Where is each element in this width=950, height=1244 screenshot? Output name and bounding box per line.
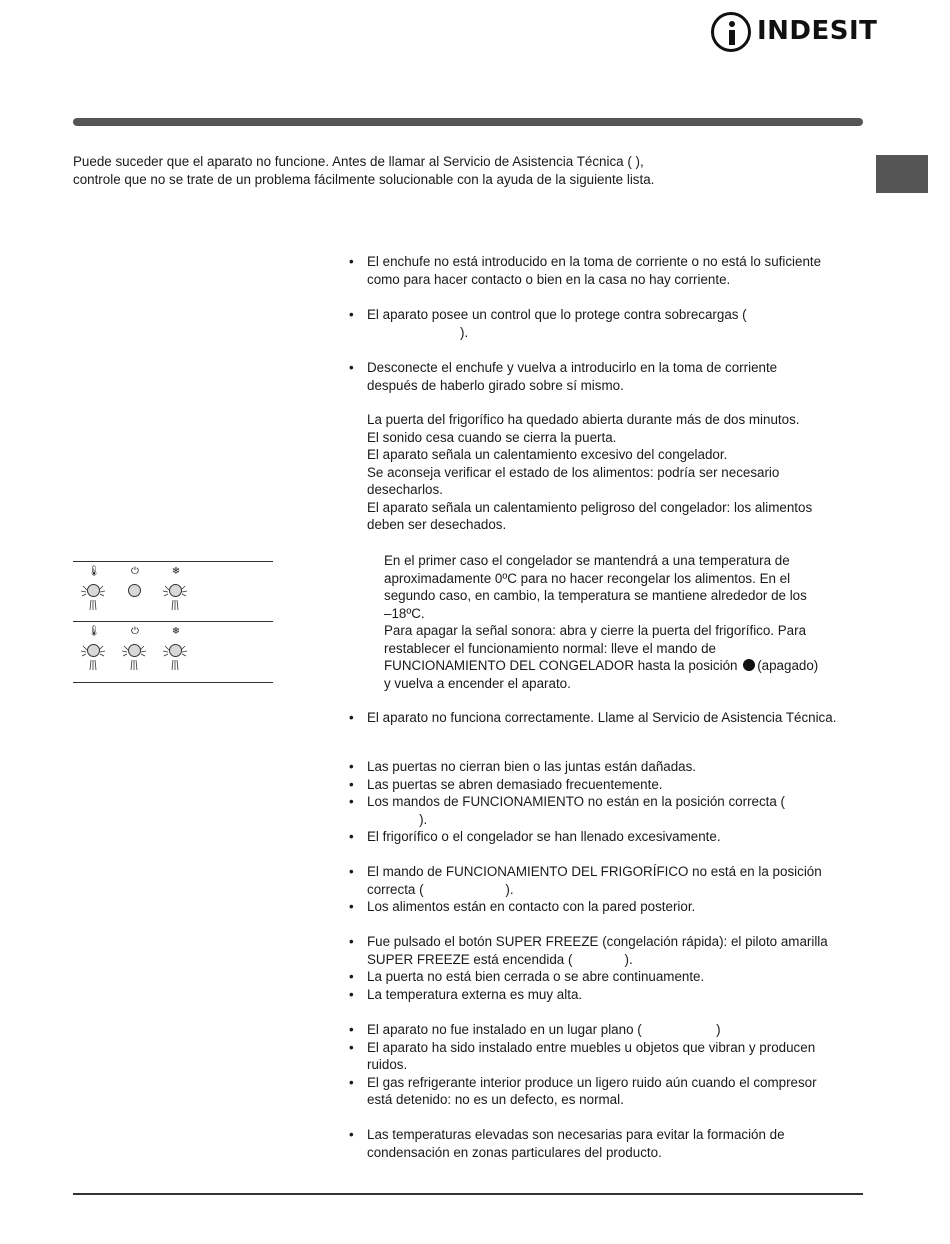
list-item: • Las temperaturas elevadas son necesarias para evitar la formación de condensación en zonas particulares del producto. <box>349 1126 869 1161</box>
top-rule <box>73 118 863 126</box>
section-alarm-detail: En el primer caso el congelador se mantendrá a una temperatura de aproximadamente 0ºC para no hacer recongelar los alimentos. En el segundo caso, en cambio, la temperatura se mantiene alrededor de los –18ºC. Para apagar la señal sonora: abra y cierre la puerta del frigorífico. Para restablecer el funcionamiento normal: lleve el mando de FUNCIONAMIENTO DEL CONGELADOR hasta la posición (apagado) y vuelva a encender el aparato. <box>384 553 819 691</box>
section-fridge-control <box>349 863 869 916</box>
led-bulb-lit <box>128 644 141 657</box>
led-panel-2 <box>73 621 273 683</box>
list-item: • El enchufe no está introducido en la toma de corriente o no está lo suficiente como para hacer contacto o bien en la casa no hay corriente. <box>349 253 869 288</box>
section-alarm: La puerta del frigorífico ha quedado abierta durante más de dos minutos. El sonido cesa cuando se cierra la puerta. El aparato señala un calentamiento excesivo del congelador. Se aconseja verificar el estado de los alimentos: podría ser necesario desecharlos. El aparato señala un calentamiento peligroso del congelador: los alimentos deben ser desechados. <box>367 412 813 532</box>
led-power <box>120 626 148 678</box>
section-no-power <box>349 253 869 288</box>
snowflake-icon: ❄ <box>171 566 181 577</box>
led-bulb-lit <box>87 644 100 657</box>
intro-paragraph <box>73 153 853 189</box>
power-icon: ⏻ <box>131 566 139 577</box>
list-item: • La temperatura externa es muy alta. <box>349 986 869 1004</box>
bottom-rule <box>73 1193 863 1195</box>
list-item: • La puerta no está bien cerrada o se abre continuamente. <box>349 968 869 986</box>
led-panel-1 <box>73 561 273 622</box>
snowflake-icon: ❄ <box>171 626 181 637</box>
power-icon: ⏻ <box>131 626 139 637</box>
section-super-freeze <box>349 933 869 1003</box>
section-noise <box>349 1021 869 1109</box>
list-item: • Las puertas no cierran bien o las juntas están dañadas. <box>349 758 869 776</box>
section-overload <box>349 306 869 341</box>
section-service <box>349 709 869 727</box>
list-item: • Los alimentos están en contacto con la pared posterior. <box>349 898 869 916</box>
logo-circle-icon <box>711 12 751 52</box>
indesit-logo <box>711 12 878 54</box>
list-item: • El mando de FUNCIONAMIENTO DEL FRIGORÍFICO no está en la posición correcta ( ). <box>349 863 869 898</box>
list-item: • Las puertas se abren demasiado frecuentemente. <box>349 776 869 794</box>
led-thermometer <box>79 566 107 618</box>
section-temperature <box>349 1126 869 1161</box>
led-bulb-lit <box>169 584 182 597</box>
list-item: • El frigorífico o el congelador se han llenado excesivamente. <box>349 828 869 846</box>
led-power <box>120 566 148 618</box>
list-item: • El aparato no fue instalado en un lugar plano ( ) <box>349 1021 869 1039</box>
led-snowflake <box>161 566 189 618</box>
section-tab <box>876 155 928 193</box>
intro-line-1: Puede suceder que el aparato no funcione. Antes de llamar al Servicio de Asistencia Técnica ( ), <box>73 154 644 169</box>
section-doors <box>349 758 869 846</box>
list-item: • El aparato ha sido instalado entre muebles u objetos que vibran y producen ruidos. <box>349 1039 869 1074</box>
section-plug <box>349 359 869 394</box>
thermometer-icon: 🌡 <box>87 566 101 577</box>
led-thermometer <box>79 626 107 678</box>
led-bulb-lit <box>87 584 100 597</box>
brand-name: INDESIT <box>757 16 878 46</box>
led-bulb-off <box>128 584 141 597</box>
list-item: • El gas refrigerante interior produce un ligero ruido aún cuando el compresor está detenido: no es un defecto, es normal. <box>349 1074 869 1109</box>
list-item: • El aparato posee un control que lo protege contra sobrecargas ( ). <box>349 306 869 341</box>
thermometer-icon: 🌡 <box>87 626 101 637</box>
intro-line-2: controle que no se trate de un problema fácilmente solucionable con la ayuda de la siguiente lista. <box>73 172 655 187</box>
led-snowflake <box>161 626 189 678</box>
list-item: • El aparato no funciona correctamente. Llame al Servicio de Asistencia Técnica. <box>349 709 869 727</box>
list-item: • Fue pulsado el botón SUPER FREEZE (congelación rápida): el piloto amarilla SUPER FREEZE está encendida ( ). <box>349 933 869 968</box>
list-item: • Desconecte el enchufe y vuelva a introducirlo en la toma de corriente después de haberlo girado sobre sí mismo. <box>349 359 869 394</box>
led-bulb-lit <box>169 644 182 657</box>
list-item: • Los mandos de FUNCIONAMIENTO no están en la posición correcta ( ). <box>349 793 869 828</box>
off-position-icon <box>743 659 755 671</box>
